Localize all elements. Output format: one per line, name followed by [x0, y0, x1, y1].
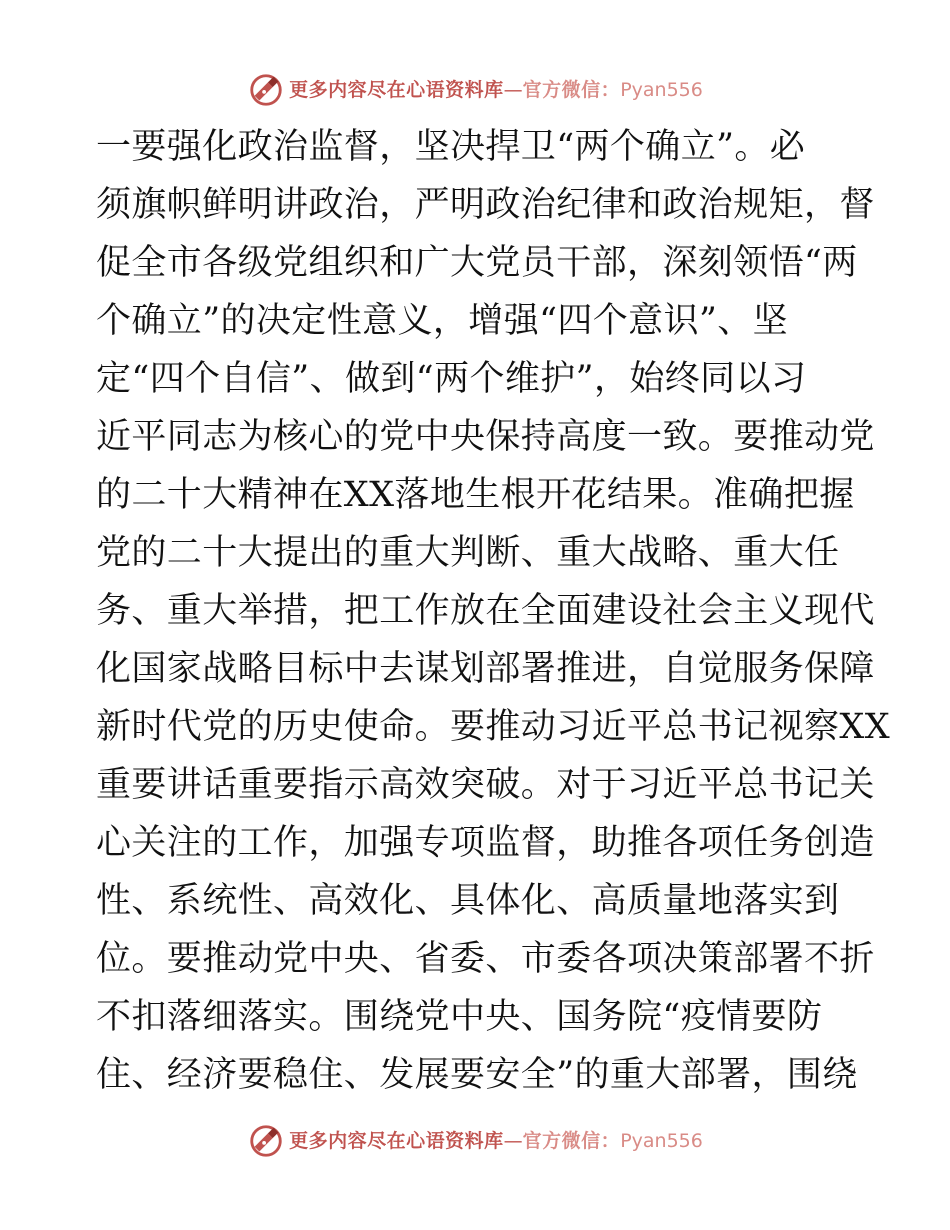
- document-line: 住、经济要稳住、发展要安全”的重大部署，围绕: [96, 1055, 858, 1095]
- watermark-separator: —: [503, 78, 523, 101]
- document-line: 近平同志为核心的党中央保持高度一致。要推动党: [96, 417, 875, 457]
- document-line: 心关注的工作，加强专项监督，助推各项任务创造: [96, 823, 875, 863]
- document-line: 务、重大举措，把工作放在全面建设社会主义现代: [96, 591, 875, 631]
- document-line: 性、系统性、高效化、具体化、高质量地落实到: [96, 881, 840, 921]
- pen-nib-circle-icon: [247, 1122, 285, 1160]
- document-line: 党的二十大提出的重大判断、重大战略、重大任: [96, 533, 840, 573]
- watermark-account-label: 官方微信：: [522, 1129, 621, 1152]
- document-line: 须旗帜鲜明讲政治，严明政治纪律和政治规矩，督: [96, 185, 875, 225]
- document-line: 重要讲话重要指示高效突破。对于习近平总书记关: [96, 765, 875, 805]
- document-line: 位。要推动党中央、省委、市委各项决策部署不折: [96, 939, 875, 979]
- document-line: 促全市各级党组织和广大党员干部，深刻领悟“两: [96, 243, 858, 283]
- watermark-account-id: Pyan556: [620, 1129, 703, 1152]
- pen-nib-circle-icon: [247, 71, 285, 109]
- watermark-main-text: 更多内容尽在心语资料库: [289, 1129, 504, 1152]
- watermark-separator: —: [503, 1129, 523, 1152]
- document-line: 定“四个自信”、做到“两个维护”，始终同以习: [96, 359, 807, 399]
- document-line: 个确立”的决定性意义，增强“四个意识”、坚: [96, 301, 789, 341]
- document-line: 化国家战略目标中去谋划部署推进，自觉服务保障: [96, 649, 875, 689]
- document-body: [96, 118, 891, 1104]
- watermark-main-text: 更多内容尽在心语资料库: [289, 78, 504, 101]
- document-line: 的二十大精神在XX落地生根开花结果。准确把握: [96, 475, 855, 515]
- document-line: 一要强化政治监督，坚决捍卫“两个确立”。必: [96, 127, 806, 167]
- document-line: 新时代党的历史使命。要推动习近平总书记视察XX: [96, 707, 891, 747]
- header-watermark: [0, 68, 950, 112]
- footer-watermark: [0, 1119, 950, 1163]
- document-line: 不扣落细落实。围绕党中央、国务院“疫情要防: [96, 997, 823, 1037]
- watermark-account-id: Pyan556: [620, 78, 703, 101]
- watermark-account-label: 官方微信：: [522, 78, 621, 101]
